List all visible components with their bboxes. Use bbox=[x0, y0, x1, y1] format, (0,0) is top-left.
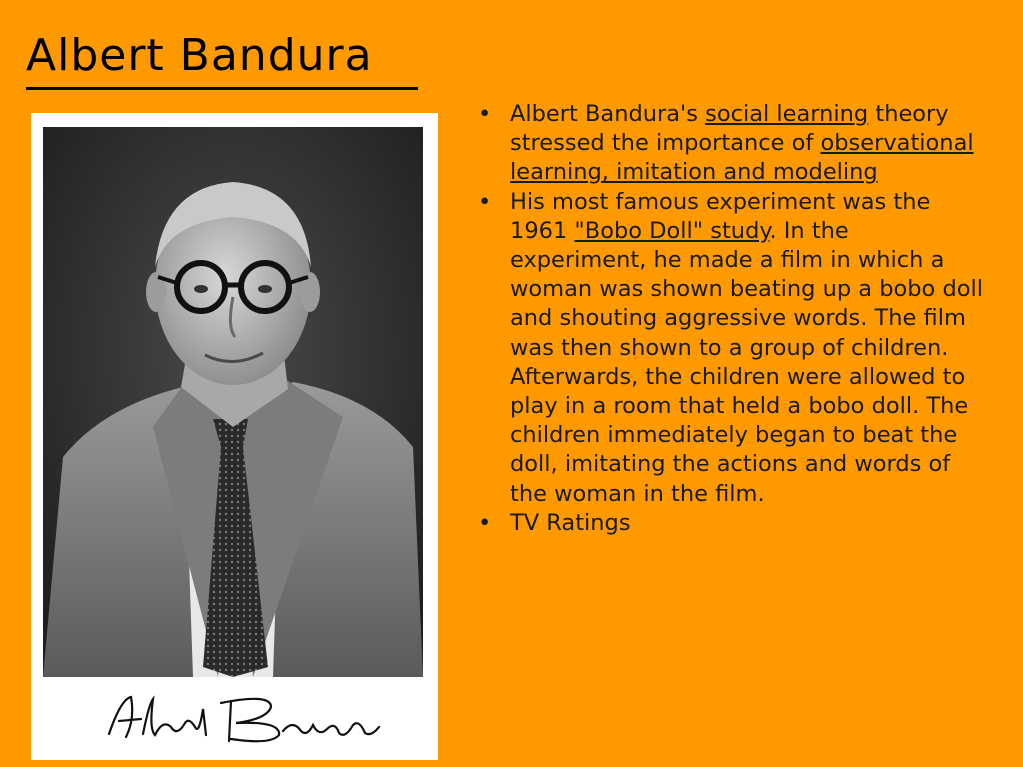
signature-icon bbox=[31, 679, 438, 760]
bullet-text: . In the experiment, he made a film in which a woman was shown beating up a bobo doll and shouting aggressive words. The film was then shown to a group of children. Afterwards, the children were allowed to play in a room that held a bobo doll. The children immediately began to beat the doll, imitating the actions and words of the woman in the film. bbox=[510, 217, 984, 507]
title-underline bbox=[26, 87, 418, 90]
bullet-icon: • bbox=[478, 509, 492, 536]
slide-title: Albert Bandura bbox=[26, 30, 373, 81]
portrait-illustration bbox=[43, 127, 423, 677]
signature-area bbox=[31, 679, 438, 760]
bullet-text: His most famous experiment was the 1961 bbox=[510, 188, 931, 244]
bullet-text: TV Ratings bbox=[510, 509, 631, 536]
bullet-icon: • bbox=[478, 101, 492, 127]
portrait-photo bbox=[31, 113, 438, 760]
list-item bbox=[474, 509, 989, 538]
list-item bbox=[474, 100, 989, 188]
bullet-list bbox=[474, 100, 989, 538]
observational-learning-link[interactable]: observational learning, imitation and modeling bbox=[510, 130, 974, 186]
bullet-icon: • bbox=[478, 188, 492, 215]
list-item bbox=[474, 188, 989, 509]
bobo-doll-study-link[interactable]: "Bobo Doll" study bbox=[574, 217, 770, 244]
social-learning-link[interactable]: social learning bbox=[705, 101, 869, 127]
portrait-image bbox=[43, 127, 423, 677]
bullet-text: theory stressed the importance of bbox=[510, 101, 949, 157]
bullet-content bbox=[474, 100, 989, 538]
bullet-text: Albert Bandura's bbox=[510, 101, 706, 127]
